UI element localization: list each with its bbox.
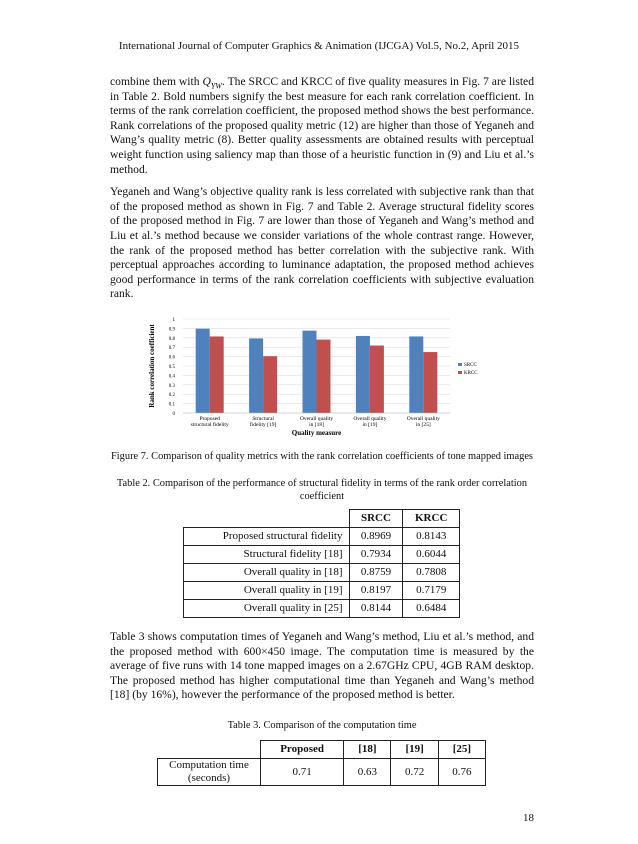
x-tick-label: Overall quality in [25] <box>406 415 440 428</box>
table2-cell: 0.8144 <box>349 599 403 617</box>
y-tick-label: 0.5 <box>168 364 175 370</box>
table3-cell: 0.71 <box>261 758 344 785</box>
x-axis-label: Quality measure <box>291 428 342 437</box>
paragraph-3: Table 3 shows computation times of Yeganeh and Wang’s method, Liu et al.’s method, and the proposed method with 600×450 image. The computation time is measured by the average of five runs with 14 tone mapped images on a 2.67GHz CPU, 4GB RAM desktop. The proposed method has higher computational time than Yeganeh and Wang’s method [18] (by 16%), however the performance of the proposed method is better. <box>110 629 534 702</box>
y-tick-label: 0 <box>172 411 175 417</box>
table2-cell: Overall quality in [25] <box>184 599 350 617</box>
bar-krcc <box>423 352 437 413</box>
paragraph-2: Yeganeh and Wang’s objective quality rank is less correlated with subjective rank than that of the proposed method as shown in Fig. 7 and Table 2. Average structural fidelity scores of the proposed method in Fig. 7 are lower than those of Yeganeh and Wang’s method and Liu et al.’s method because we consider variations of the whole contrast range. However, the rank of the proposed method has better correlation with the subjective rank. With perceptual approaches according to luminance adaptation, the proposed method achieves good performance in terms of the rank correlation coefficients with subjective evaluation rank. <box>110 185 534 301</box>
table2-cell: 0.6484 <box>403 599 460 617</box>
bar-srcc <box>249 338 263 413</box>
bar-krcc <box>263 356 277 413</box>
legend-swatch-srcc <box>458 363 462 366</box>
table2-cell: 0.7934 <box>349 545 403 563</box>
table3-header-cell: [19] <box>391 740 438 758</box>
table-row <box>184 527 460 545</box>
table2-header-cell: KRCC <box>403 509 460 527</box>
y-tick-label: 0.6 <box>168 355 175 361</box>
bar-srcc <box>196 329 210 413</box>
bar-srcc <box>303 331 317 413</box>
y-tick-label: 1 <box>172 317 175 323</box>
y-tick-label: 0.3 <box>168 383 175 389</box>
table2-cell: 0.8759 <box>349 563 403 581</box>
table2-header-cell <box>184 509 350 527</box>
table3-caption: Table 3. Comparison of the computation time <box>227 719 417 731</box>
bar-krcc <box>210 336 224 413</box>
y-tick-label: 0.1 <box>168 402 175 408</box>
table-row <box>184 545 460 563</box>
table-row <box>184 599 460 617</box>
table3-header-cell: Proposed <box>261 740 344 758</box>
bar-krcc <box>317 340 331 413</box>
table-row <box>184 563 460 581</box>
table2-cell: 0.7179 <box>403 581 460 599</box>
x-tick-label: Overall quality in [18] <box>299 415 334 428</box>
table-row <box>158 758 486 785</box>
bar-chart <box>140 312 520 442</box>
page-number: 18 <box>523 811 534 824</box>
table2-header-cell: SRCC <box>349 509 403 527</box>
y-tick-label: 0.2 <box>168 393 175 399</box>
table3-header-cell: [18] <box>344 740 391 758</box>
legend-swatch-krcc <box>458 371 462 374</box>
table2-cell: 0.6044 <box>403 545 460 563</box>
y-axis-label: Rank correlation coefficient <box>148 324 156 408</box>
x-tick-label: Overall quality in [19] <box>353 415 387 428</box>
y-tick-label: 0.4 <box>168 374 175 380</box>
legend-label-krcc: KRCC <box>464 370 478 376</box>
paragraph-1: combine them with $Q_{YW}$. The SRCC and KRCC of five quality measures in Fig. 7 are listed in Table 2. Bold numbers signify the best measure for each rank correlation coefficient. In terms of the rank correlation coefficient, the proposed method shows the best performance. Rank correlations of the proposed quality metric (12) are higher than those of Yeganeh and Wang’s quality metric (8). Better quality assessments are obtained results with perceptual weight function using saliency map than those of a heuristic function in (9) and Liu et al.’s method. <box>110 75 534 176</box>
table3-header-cell: [25] <box>438 740 485 758</box>
table2-caption: Table 2. Comparison of the performance of structural fidelity in terms of the rank order correlation coefficient <box>116 477 528 502</box>
journal-header: International Journal of Computer Graphics & Animation (IJCGA) Vol.5, No.2, April 2015 <box>118 40 520 52</box>
table3-cell: 0.63 <box>344 758 391 785</box>
y-tick-label: 0.7 <box>168 346 175 352</box>
table2-cell: 0.8969 <box>349 527 403 545</box>
legend-label-srcc: SRCC <box>464 362 477 368</box>
table2-cell: Proposed structural fidelity <box>184 527 350 545</box>
x-tick-label: Structural fidelity [19] <box>249 415 277 428</box>
table2-cell: 0.8197 <box>349 581 403 599</box>
table3-cell: 0.72 <box>391 758 438 785</box>
bar-srcc <box>409 336 423 413</box>
figure-caption: Figure 7. Comparison of quality metrics with the rank correlation coefficients of tone mapped images <box>111 450 533 462</box>
table3-cell: 0.76 <box>438 758 485 785</box>
table2-cell: 0.7808 <box>403 563 460 581</box>
table2-cell: 0.8143 <box>403 527 460 545</box>
table2-cell: Overall quality in [18] <box>184 563 350 581</box>
table-3 <box>157 740 486 786</box>
y-tick-label: 0.8 <box>168 336 175 342</box>
bar-srcc <box>356 336 370 413</box>
table-2 <box>183 509 460 618</box>
x-tick-label: Proposed structural fidelity <box>190 415 229 428</box>
table2-cell: Structural fidelity [18] <box>184 545 350 563</box>
table2-cell: Overall quality in [19] <box>184 581 350 599</box>
page-body <box>110 53 534 844</box>
table-row <box>184 581 460 599</box>
table3-header-cell <box>158 740 261 758</box>
y-tick-label: 0.9 <box>168 327 175 333</box>
table3-cell: Computation time (seconds) <box>158 758 261 785</box>
bar-krcc <box>370 345 384 412</box>
